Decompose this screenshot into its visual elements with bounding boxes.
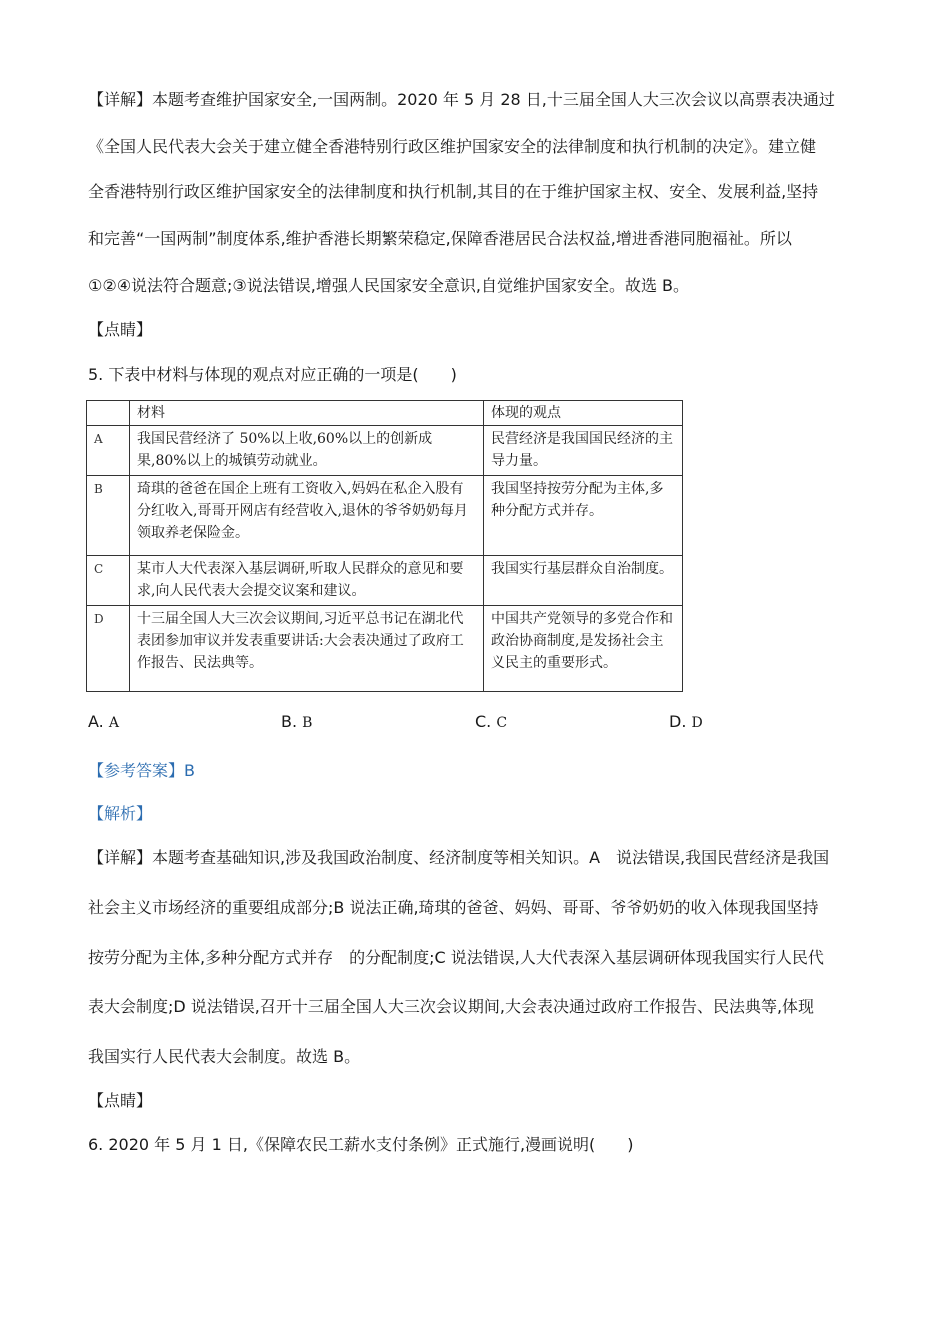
table-row-c: [87, 556, 683, 606]
q5-stem: 5. 下表中材料与体现的观点对应正确的一项是( ): [88, 365, 457, 384]
q6-stem: 6. 2020 年 5 月 1 日,《保障农民工薪水支付条例》正式施行,漫画说明( ): [88, 1135, 634, 1154]
choice-value: A: [108, 715, 119, 731]
q4-explanation-line-3: 全香港特别行政区维护国家安全的法律制度和执行机制,其目的在于维护国家主权、安全、发展利益,坚持: [88, 182, 819, 201]
table-row-a: [87, 426, 683, 476]
choice-c[interactable]: [475, 712, 507, 731]
q5-explanation-line-2: 社会主义市场经济的重要组成部分;B 说法正确,琦琪的爸爸、妈妈、哥哥、爷爷奶奶的收入体现我国坚持: [88, 898, 819, 917]
choice-label: A.: [88, 712, 104, 731]
q5-dianjing-heading: 【点睛】: [88, 1091, 153, 1110]
q5-explanation-line-1: 【详解】本题考查基础知识,涉及我国政治制度、经济制度等相关知识。A 说法错误,我国民营经济是我国: [88, 848, 830, 867]
choice-value: B: [302, 715, 313, 731]
choice-label: C.: [475, 712, 492, 731]
q4-explanation-line-1: 【详解】本题考查维护国家安全,一国两制。2020 年 5 月 28 日,十三届全国人大三次会议以高票表决通过: [88, 90, 835, 109]
table-row-d: [87, 606, 683, 692]
choice-a[interactable]: [88, 712, 119, 731]
header-material: 材料: [130, 401, 484, 426]
row-view: 我国实行基层群众自治制度。: [484, 556, 683, 606]
choice-b[interactable]: [281, 712, 312, 731]
row-letter: A: [87, 426, 130, 476]
row-material: 某市人大代表深入基层调研,听取人民群众的意见和要求,向人民代表大会提交议案和建议。: [130, 556, 484, 606]
q5-explanation-line-5: 我国实行人民代表大会制度。故选 B。: [88, 1047, 361, 1066]
row-material: 我国民营经济了 50%以上收,60%以上的创新成果,80%以上的城镇劳动就业。: [130, 426, 484, 476]
table-header-row: [87, 401, 683, 426]
q4-dianjing-heading: 【点睛】: [88, 320, 153, 339]
row-letter: B: [87, 476, 130, 556]
choice-value: D: [691, 715, 703, 731]
table-row-b: [87, 476, 683, 556]
row-view: 中国共产党领导的多党合作和政治协商制度,是发扬社会主义民主的重要形式。: [484, 606, 683, 692]
q5-explanation-line-3: 按劳分配为主体,多种分配方式并存 的分配制度;C 说法错误,人大代表深入基层调研体现我国实行人民代: [88, 948, 824, 967]
choice-d[interactable]: [669, 712, 703, 731]
row-material: 琦琪的爸爸在国企上班有工资收入,妈妈在私企入股有分红收入,哥哥开网店有经营收入,退休的爷爷奶奶每月领取养老保险金。: [130, 476, 484, 556]
q5-choices: [88, 712, 708, 734]
row-view: 民营经济是我国国民经济的主导力量。: [484, 426, 683, 476]
choice-value: C: [496, 715, 508, 731]
q5-reference-answer: 【参考答案】B: [88, 761, 195, 780]
header-blank: [87, 401, 130, 426]
row-view: 我国坚持按劳分配为主体,多种分配方式并存。: [484, 476, 683, 556]
choice-label: B.: [281, 712, 298, 731]
q5-options-table: [86, 400, 683, 692]
q4-explanation-line-5: ①②④说法符合题意;③说法错误,增强人民国家安全意识,自觉维护国家安全。故选 B。: [88, 276, 690, 295]
row-letter: C: [87, 556, 130, 606]
header-view: 体现的观点: [484, 401, 683, 426]
q5-analysis-heading: 【解析】: [88, 804, 153, 823]
q5-explanation-line-4: 表大会制度;D 说法错误,召开十三届全国人大三次会议期间,大会表决通过政府工作报告、民法典等,体现: [88, 997, 815, 1016]
choice-label: D.: [669, 712, 687, 731]
row-material: 十三届全国人大三次会议期间,习近平总书记在湖北代表团参加审议并发表重要讲话:大会表决通过了政府工作报告、民法典等。: [130, 606, 484, 692]
q4-explanation-line-2: 《全国人民代表大会关于建立健全香港特别行政区维护国家安全的法律制度和执行机制的决定》。建立健: [88, 137, 817, 156]
q4-explanation-line-4: 和完善“一国两制”制度体系,维护香港长期繁荣稳定,保障香港居民合法权益,增进香港同胞福祉。所以: [88, 229, 792, 248]
row-letter: D: [87, 606, 130, 692]
